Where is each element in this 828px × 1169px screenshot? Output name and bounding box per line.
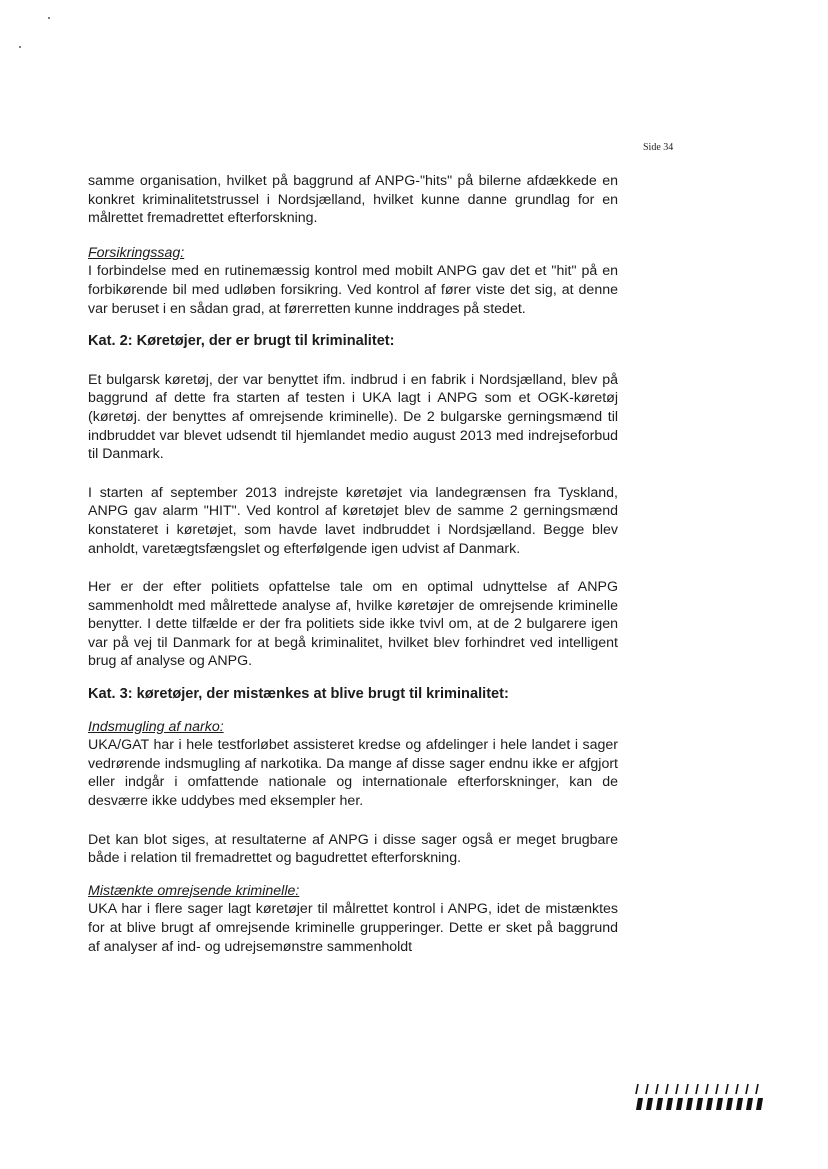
paragraph-forsikringssag: I forbindelse med en rutinemæssig kontrol med mobilt ANPG gav det et "hit" på en forbikørende bil med udløben forsikring. Ved kontrol af fører viste det sig, at denne var beruset i en sådan grad, at førerretten kunne inddrages på stedet. bbox=[88, 263, 618, 317]
paragraph-omrejsende: UKA har i flere sager lagt køretøjer til målrettet kontrol i ANPG, idet de mistænktes for at blive brugt af omrejsende kriminelle grupperinger. Dette er sket på baggrund af analyser af ind- og udrejsemønstre sammenholdt bbox=[88, 901, 618, 955]
stamp-block bbox=[746, 1098, 753, 1110]
paragraph-optimal-udnyttelse: Her er der efter politiets opfattelse tale om en optimal udnyttelse af ANPG sammenholdt med målrettede analyse af, hvilke køretøjer de omrejsende kriminelle benytter. I dette tilfælde er der fra politiets side ikke tvivl om, at de 2 bulgarere igen var på vej til Danmark for at begå kriminalitet, hvilket blev forhindret ved intelligent brug af analyse og ANPG. bbox=[88, 579, 618, 670]
stamp-stroke bbox=[746, 1084, 748, 1094]
page-number: Side 34 bbox=[643, 142, 674, 153]
stamp-block bbox=[666, 1098, 673, 1110]
stamp-stroke bbox=[666, 1084, 668, 1094]
stamp-stroke bbox=[656, 1084, 658, 1094]
stamp-stroke bbox=[736, 1084, 738, 1094]
stamp-stroke bbox=[756, 1084, 758, 1094]
stamp-block bbox=[756, 1098, 763, 1110]
scan-speck bbox=[48, 17, 50, 19]
stamp-stroke bbox=[676, 1084, 678, 1094]
stamp-block bbox=[736, 1098, 743, 1110]
paragraph-resultaterne: Det kan blot siges, at resultaterne af ANPG i disse sager også er meget brugbare både i relation til fremadrettet og bagudrettet efterforskning. bbox=[88, 831, 618, 867]
stamp-block bbox=[706, 1098, 713, 1110]
subheading-indsmugling: Indsmugling af narko: bbox=[88, 718, 224, 735]
subheading-forsikringssag: Forsikringssag: bbox=[88, 244, 185, 261]
scan-speck bbox=[19, 46, 21, 48]
paragraph-september-2013: I starten af september 2013 indrejste køretøjet via landegrænsen fra Tyskland, ANPG gav alarm "HIT". Ved kontrol af køretøjet blev de samme 2 gerningsmænd konstateret i køretøjet, som havde lavet indbruddet i Nordsjælland. Begge blev anholdt, varetægtsfængslet og efterfølgende igen udvist af Danmark. bbox=[88, 484, 618, 557]
body-text bbox=[88, 172, 618, 956]
stamp-stroke bbox=[636, 1084, 638, 1094]
paragraph-organisation: samme organisation, hvilket på baggrund af ANPG-"hits" på bilerne afdækkede en konkret kriminalitetstrussel i Nordsjælland, hvilket kunne danne grundlag for en målrettet fremadrettet efterforskning. bbox=[88, 173, 618, 227]
redaction-stamp bbox=[632, 1083, 764, 1111]
stamp-block bbox=[716, 1098, 723, 1110]
stamp-block bbox=[726, 1098, 733, 1110]
paragraph-indsmugling: UKA/GAT har i hele testforløbet assisteret kredse og afdelinger i hele landet i sager vedrørende indsmugling af narkotika. Da mange af disse sager endnu ikke er afgjort eller indgår i omfattende nationale og internationale efterforskninger, kan de desværre ikke uddybes med eksempler her. bbox=[88, 737, 618, 810]
paragraph-bulgarsk-koeretoej: Et bulgarsk køretøj, der var benyttet ifm. indbrud i en fabrik i Nordsjælland, blev på baggrund af dette fra starten af testen i UKA lagt i ANPG som et OGK-køretøj (køretøj. der benyttes af omrejsende kriminelle). De 2 bulgarske gerningsmænd til indbruddet var blevet udsendt til hjemlandet medio august 2013 med indrejseforbud til Danmark. bbox=[88, 371, 618, 463]
stamp-block bbox=[686, 1098, 693, 1110]
stamp-stroke bbox=[696, 1084, 698, 1094]
stamp-stroke bbox=[726, 1084, 728, 1094]
heading-kat-2: Kat. 2: Køretøjer, der er brugt til kriminalitet: bbox=[88, 333, 395, 350]
stamp-stroke bbox=[716, 1084, 718, 1094]
stamp-block bbox=[696, 1098, 703, 1110]
stamp-block bbox=[676, 1098, 683, 1110]
subheading-omrejsende: Mistænkte omrejsende kriminelle: bbox=[88, 882, 300, 899]
stamp-block bbox=[636, 1098, 643, 1110]
stamp-block bbox=[646, 1098, 653, 1110]
stamp-stroke bbox=[706, 1084, 708, 1094]
stamp-stroke bbox=[646, 1084, 648, 1094]
stamp-stroke bbox=[686, 1084, 688, 1094]
heading-kat-3: Kat. 3: køretøjer, der mistænkes at blive brugt til kriminalitet: bbox=[88, 686, 509, 703]
stamp-block bbox=[656, 1098, 663, 1110]
